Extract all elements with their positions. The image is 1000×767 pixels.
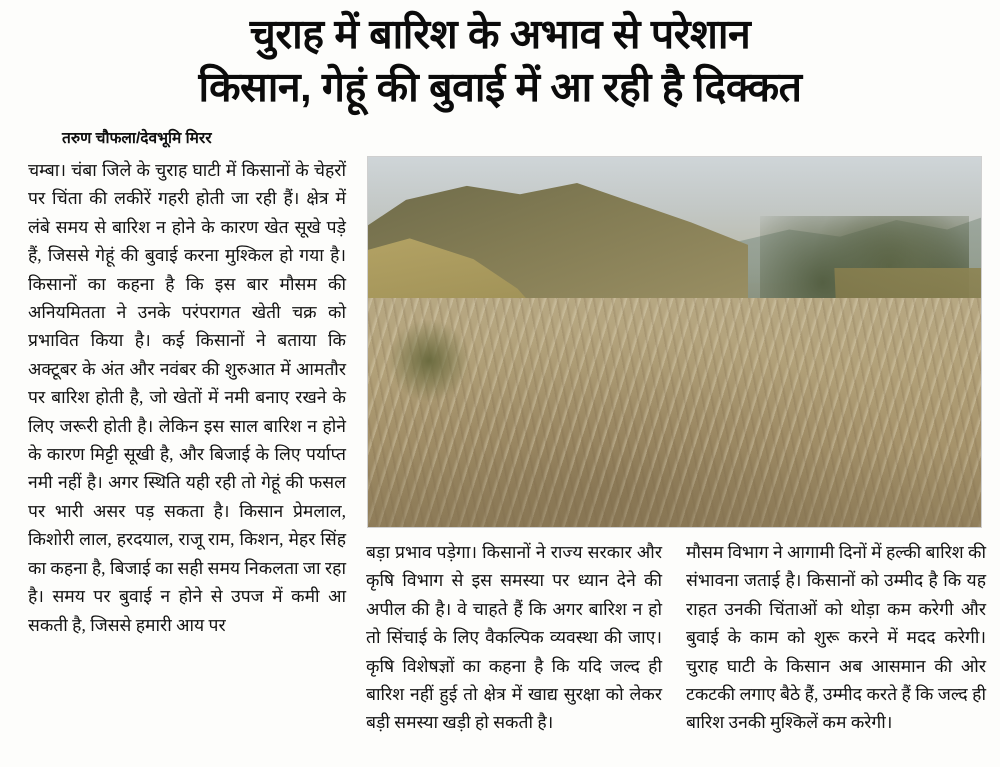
article-photo	[367, 156, 982, 528]
photo-foreground-shadow	[368, 446, 981, 527]
headline-line-1: चुरा‍ह में बारिश के अभाव से परेशान	[249, 11, 751, 57]
headline-line-2: किसान, गेहूं की बुवाई में आ रही है दिक्कत	[198, 64, 802, 110]
article-paragraph: बड़ा प्रभाव पड़ेगा। किसानों ने राज्य सरकार और कृषि विभाग से इस समस्या पर ध्यान देने की अपील की है। वे चाहते हैं कि अगर बारिश न हो तो सिंचाई के लिए वैकल्पिक व्यवस्था की जाए। कृषि विशेषज्ञों का कहना है कि यदि जल्द ही बारिश नहीं हुई तो क्षेत्र में खाद्य सुरक्षा को लेकर बड़ी समस्या खड़ी हो सकती है।	[366, 542, 662, 733]
article-column-2	[366, 538, 662, 737]
article-body	[14, 156, 986, 756]
page-title	[14, 8, 986, 114]
article-column-1	[28, 156, 346, 756]
photo-shrub	[380, 320, 478, 401]
article-column-3	[686, 538, 986, 737]
byline: तरुण चौफला/देवभूमि मिरर	[62, 130, 212, 147]
article-paragraph: मौसम विभाग ने आगामी दिनों में हल्की बारिश की संभावना जताई है। किसानों को उम्मीद है कि यह राहत उनकी चिंताओं को थोड़ा कम करेगी और बुवाई के काम को शुरू करने में मदद करेगी। चुराह घाटी के किसान अब आसमान की ओर टकटकी लगाए बैठे हैं, उम्मीद करते हैं कि जल्द ही बारिश उनकी मुश्किलें कम करेगी।	[686, 542, 987, 733]
article-paragraph: चम्बा। चंबा जिले के चुराह घाटी में किसानों के चेहरों पर चिंता की लकीरें गहरी होती जा रही हैं। क्षेत्र में लंबे समय से बारिश न होने के कारण खेत सूखे पड़े हैं, जिससे गेहूं की बुवाई करना मुश्किल हो गया है। किसानों का कहना है कि इस बार मौसम की अनियमितता ने उनके परंपरागत खेती चक्र को प्रभावित किया है। कई किसानों ने बताया कि अक्टूबर के अंत और नवंबर की शुरुआत में आमतौर पर बारिश होती है, जो खेतों में नमी बनाए रखने के लिए जरूरी होती है। लेकिन इस साल बारिश न होने के कारण मिट्टी सूखी है, और बिजाई के लिए पर्याप्त नमी नहीं है। अगर स्थिति यही रही तो गेहूं की फसल पर भारी असर पड़ सकता है। किसान प्रेमलाल, किशोरी लाल, हरदयाल, राजू राम, किशन, मेहर सिंह का कहना है, बिजाई का सही समय निकलता जा रहा है। समय पर बुवाई न होने से उपज में कमी आ सकती है, जिससे हमारी आय पर	[28, 160, 346, 635]
